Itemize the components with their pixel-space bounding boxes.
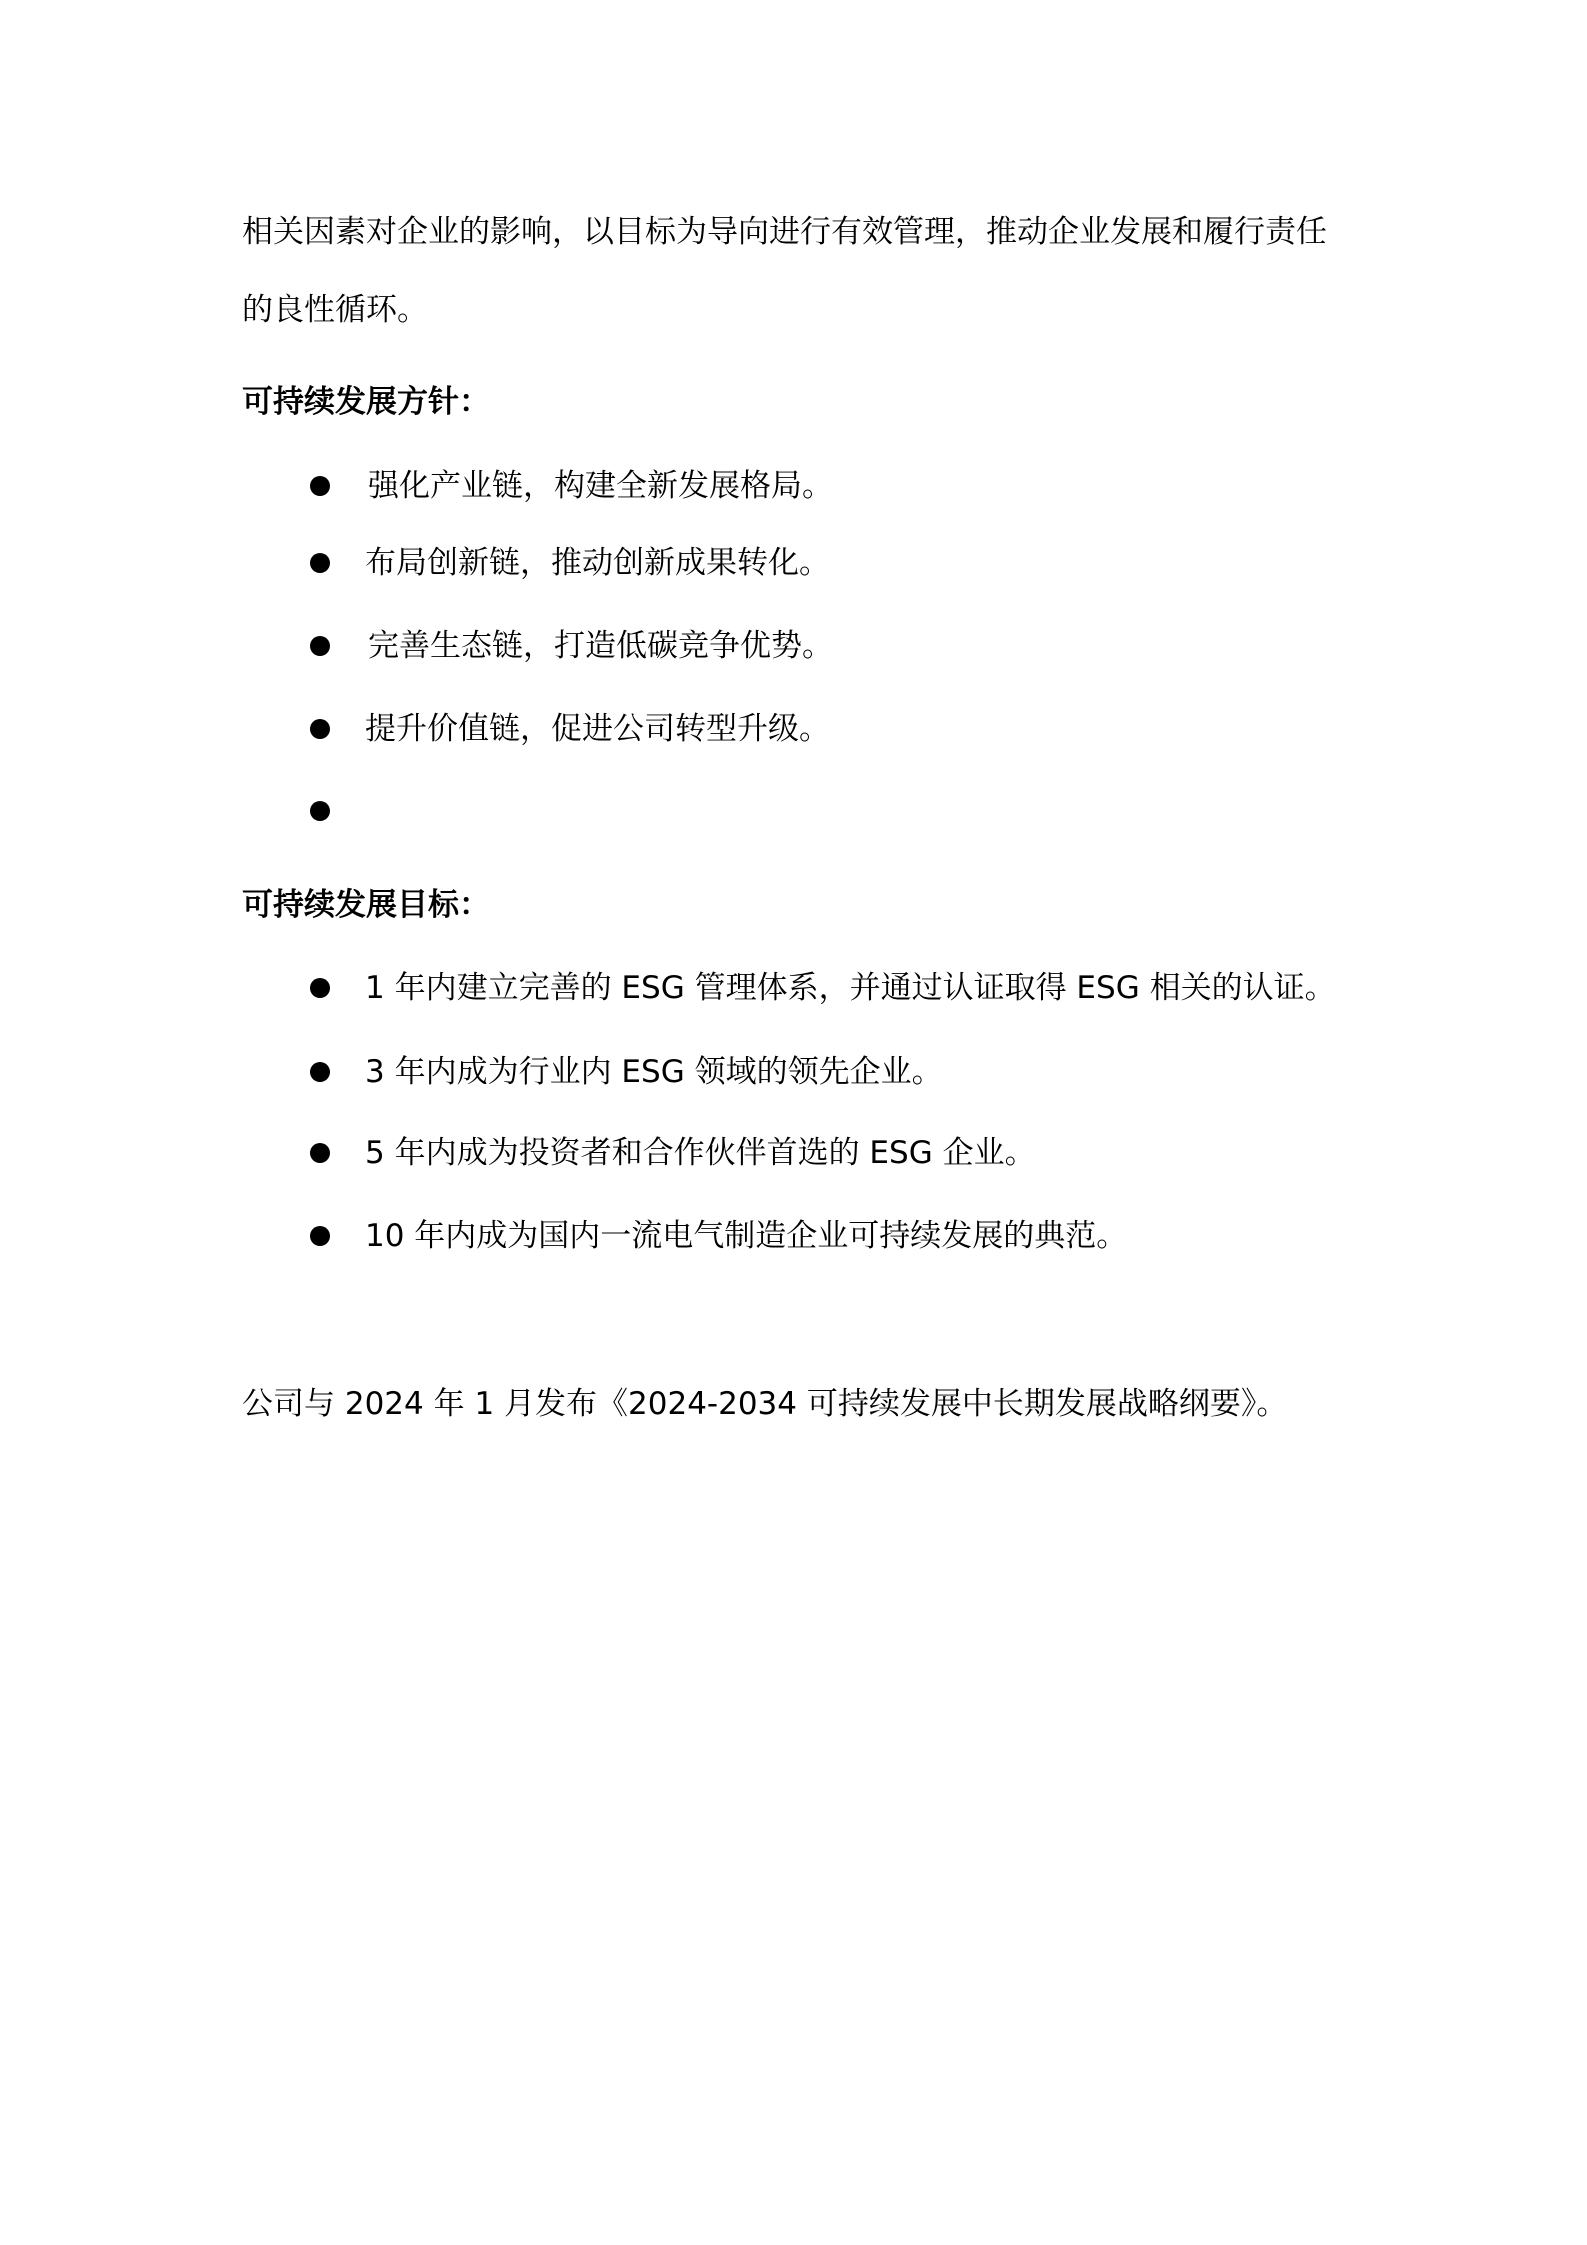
policy-item-text: 完善生态链，打造低碳竞争优势。	[368, 628, 833, 664]
policy-item-text: 布局创新链，推动创新成果转化。	[365, 545, 830, 581]
bullet-icon	[310, 476, 330, 496]
policy-item-text: 提升价值链，促进公司转型升级。	[365, 711, 830, 747]
closing-paragraph: 公司与 2024 年 1 月发布《2024-2034 可持续发展中长期发展战略纲要》。	[242, 1386, 1288, 1422]
bullet-icon	[310, 1143, 330, 1163]
policy-item-text: 强化产业链，构建全新发展格局。	[368, 468, 833, 504]
bullet-icon	[310, 978, 330, 998]
bullet-icon	[310, 636, 330, 656]
goals-item-text: 1 年内建立完善的 ESG 管理体系，并通过认证取得 ESG 相关的认证。	[365, 970, 1336, 1006]
intro-line-2: 的良性循环。	[242, 292, 428, 328]
policy-heading: 可持续发展方针：	[242, 384, 490, 420]
goals-heading: 可持续发展目标：	[242, 887, 490, 923]
bullet-icon	[310, 719, 330, 739]
goals-item-text: 5 年内成为投资者和合作伙伴首选的 ESG 企业。	[365, 1135, 1036, 1171]
bullet-icon	[310, 1226, 330, 1246]
bullet-icon	[310, 801, 330, 821]
goals-item-text: 10 年内成为国内一流电气制造企业可持续发展的典范。	[365, 1218, 1128, 1254]
intro-line-1: 相关因素对企业的影响，以目标为导向进行有效管理，推动企业发展和履行责任	[242, 214, 1327, 250]
bullet-icon	[310, 1062, 330, 1082]
bullet-icon	[310, 553, 330, 573]
goals-item-text: 3 年内成为行业内 ESG 领域的领先企业。	[365, 1054, 943, 1090]
